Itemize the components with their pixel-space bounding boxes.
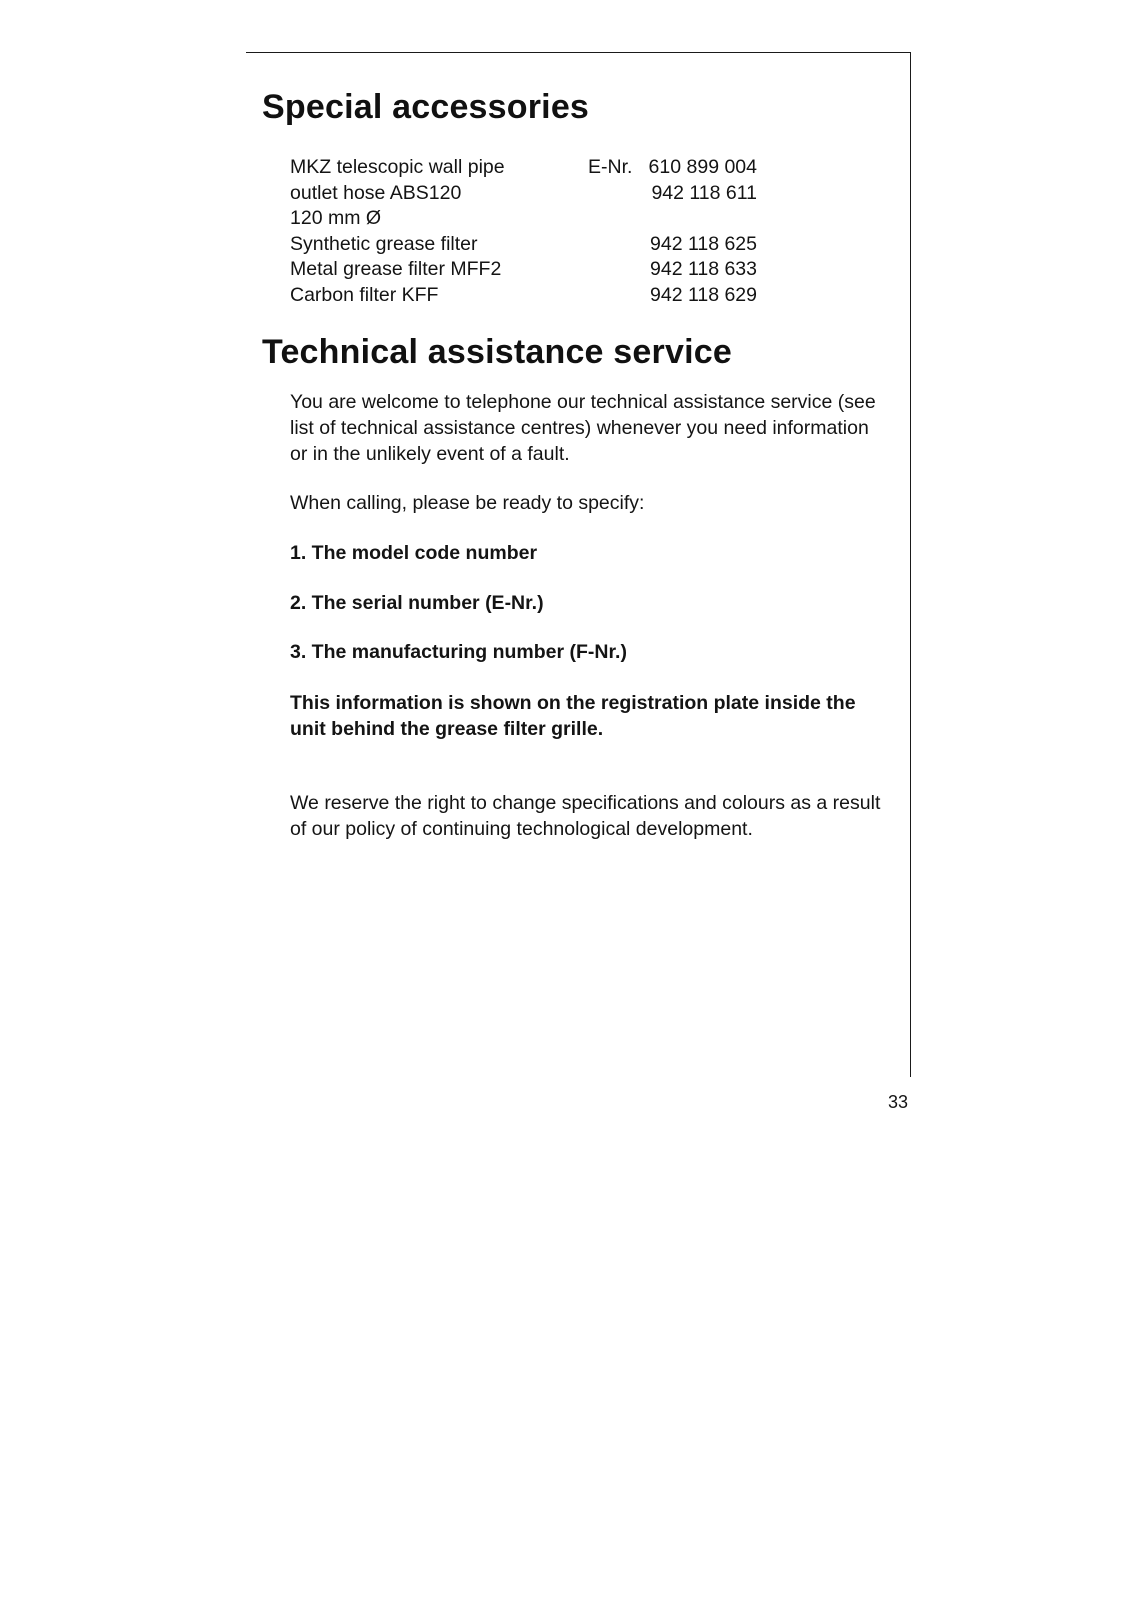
- special-accessories-heading: Special accessories: [262, 88, 590, 126]
- accessory-row: [290, 155, 770, 181]
- accessory-row: [290, 232, 770, 258]
- accessory-row: [290, 206, 770, 232]
- reservation-disclaimer: We reserve the right to change specifications and colours as a result of our policy of continuing technological development.: [290, 792, 881, 840]
- accessory-name: MKZ telescopic wall pipe: [290, 156, 505, 178]
- page-number: 33: [888, 1092, 909, 1112]
- accessory-number: 942 118 625: [650, 232, 757, 255]
- accessories-table: [290, 155, 770, 308]
- registration-plate-note: This information is shown on the registration plate inside the unit behind the grease filter grille.: [290, 692, 856, 740]
- technical-assistance-heading: Technical assistance service: [262, 333, 732, 371]
- accessory-number: 610 899 004: [648, 156, 757, 178]
- accessory-number-prefix: E-Nr.: [588, 156, 633, 178]
- service-intro-paragraph: You are welcome to telephone our technical assistance service (see list of technical assistance centres) whenever you need information or in the unlikely event of a fault.: [290, 391, 876, 465]
- accessory-row: [290, 283, 770, 309]
- accessory-name: Carbon filter KFF: [290, 283, 439, 306]
- right-border-line: [910, 52, 911, 1077]
- list-item-manufacturing-number: 3. The manufacturing number (F-Nr.): [290, 641, 627, 663]
- calling-instructions: When calling, please be ready to specify:: [290, 492, 645, 514]
- accessory-row: [290, 257, 770, 283]
- accessory-number: 942 118 629: [650, 283, 757, 306]
- accessory-number: 942 118 633: [650, 258, 757, 280]
- accessory-name: Synthetic grease filter: [290, 232, 478, 255]
- accessory-row: [290, 181, 770, 207]
- top-border-line: [246, 52, 911, 53]
- list-item-model-code: 1. The model code number: [290, 542, 538, 564]
- accessory-name: Metal grease filter MFF2: [290, 258, 502, 280]
- accessory-number: 942 118 611: [651, 181, 757, 204]
- accessory-name: outlet hose ABS120: [290, 181, 462, 204]
- accessory-name: 120 mm Ø: [290, 207, 382, 229]
- list-item-serial-number: 2. The serial number (E-Nr.): [290, 592, 544, 614]
